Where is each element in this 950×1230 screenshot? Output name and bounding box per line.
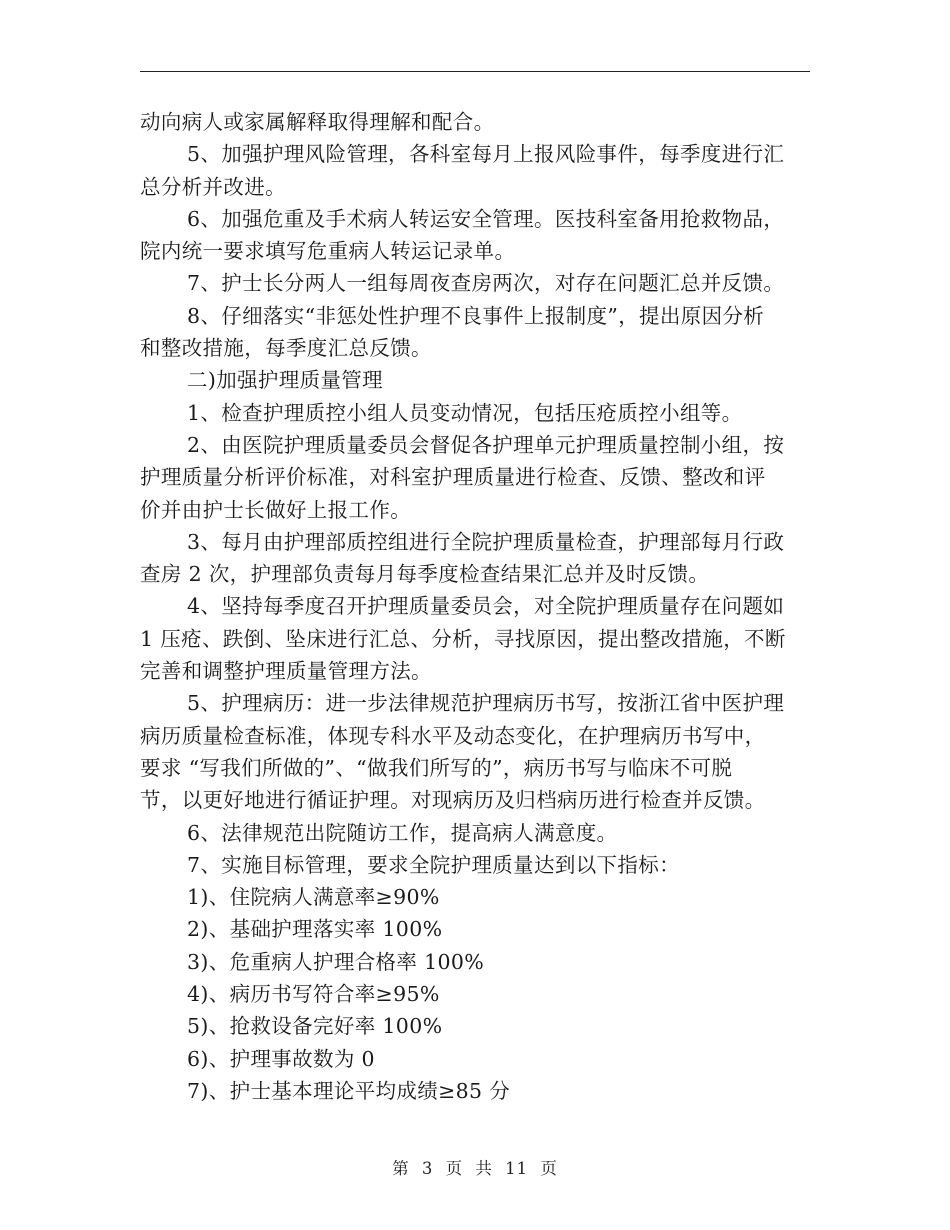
text-line: 病历质量检查标准，体现专科水平及动态变化，在护理病历书写中， (140, 723, 766, 748)
text-line: 价并由护士长做好上报工作。 (140, 497, 412, 522)
text-line: 7、实施目标管理，要求全院护理质量达到以下指标： (187, 852, 680, 877)
target-indicator-item: 6)、护理事故数为 0 (187, 1046, 375, 1071)
target-indicator-item: 2)、基础护理落实率 100% (187, 917, 443, 942)
text-line: 院内统一要求填写危重病人转运记录单。 (140, 239, 516, 264)
text-line: 2、由医院护理质量委员会督促各护理单元护理质量控制小组，按 (187, 432, 785, 457)
text-line: 和整改措施，每季度汇总反馈。 (140, 336, 432, 361)
header-rule (140, 71, 810, 72)
text-line: 7、护士长分两人一组每周夜查房两次，对存在问题汇总并反馈。 (187, 271, 785, 296)
target-indicator-item: 7)、护士基本理论平均成绩≥85 分 (187, 1078, 511, 1103)
text-line: 1 压疮、跌倒、坠床进行汇总、分析，寻找原因，提出整改措施，不断 (140, 626, 786, 651)
text-line: 4、坚持每季度召开护理质量委员会，对全院护理质量存在问题如 (187, 594, 785, 619)
document-body (140, 106, 810, 1107)
text-line: 6、法律规范出院随访工作，提高病人满意度。 (187, 820, 618, 845)
text-line: 护理质量分析评价标准，对科室护理质量进行检查、反馈、整改和评 (140, 465, 766, 490)
text-line: 3、每月由护理部质控组进行全院护理质量检查，护理部每月行政 (187, 529, 785, 554)
text-line: 总分析并改进。 (140, 174, 286, 199)
text-line: 完善和调整护理质量管理方法。 (140, 659, 432, 684)
target-indicator-item: 3)、危重病人护理合格率 100% (187, 949, 485, 974)
text-line: 5、加强护理风险管理，各科室每月上报风险事件，每季度进行汇 (187, 142, 785, 167)
text-line: 查房 2 次，护理部负责每月每季度检查结果汇总并及时反馈。 (140, 562, 710, 587)
text-line: 5、护理病历：进一步法律规范护理病历书写，按浙江省中医护理 (187, 691, 785, 716)
text-line: 节，以更好地进行循证护理。对现病历及归档病历进行检查并反馈。 (140, 788, 766, 813)
text-line: 动向病人或家属解释取得理解和配合。 (140, 110, 495, 134)
text-line: 1、检查护理质控小组人员变动情况，包括压疮质控小组等。 (187, 400, 743, 425)
text-line: 8、仔细落实“非惩处性护理不良事件上报制度”，提出原因分析 (187, 303, 765, 328)
section-heading: 二)加强护理质量管理 (187, 368, 383, 393)
target-indicator-item: 4)、病历书写符合率≥95% (187, 982, 440, 1007)
target-indicator-item: 1)、住院病人满意率≥90% (187, 885, 440, 910)
target-indicator-item: 5)、抢救设备完好率 100% (187, 1014, 443, 1039)
page-number: 第 3 页 共 11 页 (392, 1159, 558, 1178)
text-line: 6、加强危重及手术病人转运安全管理。医技科室备用抢救物品， (187, 206, 785, 231)
text-line: 要求 “写我们所做的”、“做我们所写的”，病历书写与临床不可脱 (140, 755, 733, 780)
